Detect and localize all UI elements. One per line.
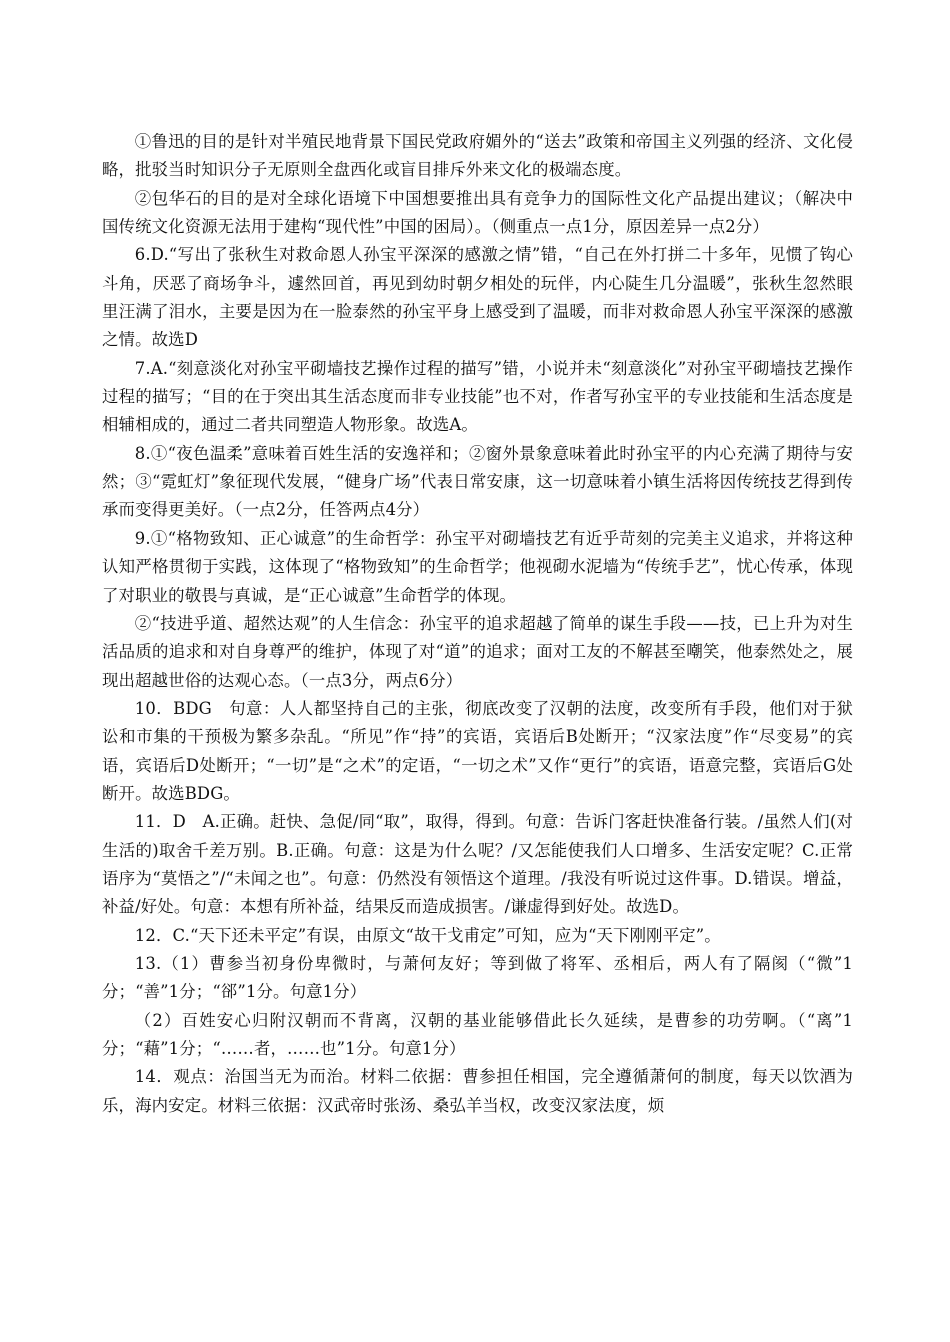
- answer-paragraph-q14: 14．观点：治国当无为而治。材料二依据：曹参担任相国，完全遵循萧何的制度，每天以饮酒为乐，海内安定。材料三依据：汉武帝时张汤、桑弘羊当权，改变汉家法度，烦: [102, 1067, 853, 1115]
- answer-paragraph-luxun-purpose: ①鲁迅的目的是针对半殖民地背景下国民党政府媚外的“送去”政策和帝国主义列强的经济、文化侵略，批驳当时知识分子无原则全盘西化或盲目排斥外来文化的极端态度。: [102, 132, 853, 180]
- answer-paragraph-q9-part2: ②“技进乎道、超然达观”的人生信念：孙宝平的追求超越了简单的谋生手段——技，已上升为对生活品质的追求和对自身尊严的维护，体现了对“道”的追求；面对工友的不解甚至嘲笑，他泰然处之，展现出超越世俗的达观心态。（一点3分，两点6分）: [102, 613, 853, 690]
- answer-paragraph-q13-part2: （2）百姓安心归附汉朝而不背离，汉朝的基业能够借此长久延续，是曹参的功劳啊。（“离”1分；“藉”1分；“……者，……也”1分。句意1分）: [102, 1010, 853, 1058]
- answer-paragraph-bao-huashi-purpose: ②包华石的目的是对全球化语境下中国想要推出具有竞争力的国际性文化产品提出建议；（解决中国传统文化资源无法用于建构“现代性”中国的困局）。（侧重点一点1分，原因差异一点2分）: [102, 188, 853, 237]
- answer-paragraph-q6: 6.D.“写出了张秋生对救命恩人孙宝平深深的感激之情”错，“自己在外打拼二十多年，见惯了钩心斗角，厌恶了商场争斗，遽然回首，再见到幼时朝夕相处的玩伴，内心陡生几分温暖”，张秋生忽然眼里汪满了泪水，主要是因为在一脸泰然的孙宝平身上感受到了温暖，而非对救命恩人孙宝平深深的感激之情。故选D: [102, 245, 853, 350]
- answer-paragraph-q10: 10．BDG 句意：人人都坚持自己的主张，彻底改变了汉朝的法度，改变所有手段，他们对于狱讼和市集的干预极为繁多杂乱。“所见”作“持”的宾语，宾语后B处断开；“汉家法度”作“尽变易”的宾语，宾语后D处断开；“一切”是“之术”的定语，“一切之术”又作“更行”的宾语，语意完整，宾语后G处断开。故选BDG。: [102, 698, 853, 803]
- answer-paragraph-q12: 12．C.“天下还未平定”有误，由原文“故干戈甫定”可知，应为“天下刚刚平定”。: [134, 925, 721, 945]
- answer-paragraph-q7: 7.A.“刻意淡化对孙宝平砌墙技艺操作过程的描写”错，小说并未“刻意淡化”对孙宝平砌墙技艺操作过程的描写；“目的在于突出其生活态度而非专业技能”也不对，作者写孙宝平的专业技能和生活态度是相辅相成的，通过二者共同塑造人物形象。故选A。: [102, 358, 853, 435]
- answer-paragraph-q13-part1: 13.（1）曹参当初身份卑微时，与萧何友好；等到做了将军、丞相后，两人有了隔阂（“微”1分；“善”1分；“郤”1分。句意1分）: [102, 953, 853, 1002]
- answer-paragraph-q8: 8.①“夜色温柔”意味着百姓生活的安逸祥和；②窗外景象意味着此时孙宝平的内心充满了期待与安然；③“霓虹灯”象征现代发展，“健身广场”代表日常安康，这一切意味着小镇生活将因传统技艺得到传承而变得更美好。（一点2分，任答两点4分）: [102, 443, 853, 520]
- answer-paragraph-q11: 11．D A.正确。赶快、急促/同“取”，取得，得到。句意：告诉门客赶快准备行装。/虽然人们(对生活的)取舍千差万别。B.正确。句意：这是为什么呢？/又怎能使我们人口增多、生活安定呢？C.正常语序为“莫悟之”/“未闻之也”。句意：仍然没有领悟这个道理。/我没有听说过这件事。D.错误。增益，补益/好处。句意：本想有所补益，结果反而造成损害。/谦虚得到好处。故选D。: [102, 812, 853, 917]
- answer-paragraph-q9-part1: 9.①“格物致知、正心诚意”的生命哲学：孙宝平对砌墙技艺有近乎苛刻的完美主义追求，并将这种认知严格贯彻于实践，这体现了“格物致知”的生命哲学；他视砌水泥墙为“传统手艺”，忧心传承，体现了对职业的敬畏与真诚，是“正心诚意”生命哲学的体现。: [102, 528, 853, 605]
